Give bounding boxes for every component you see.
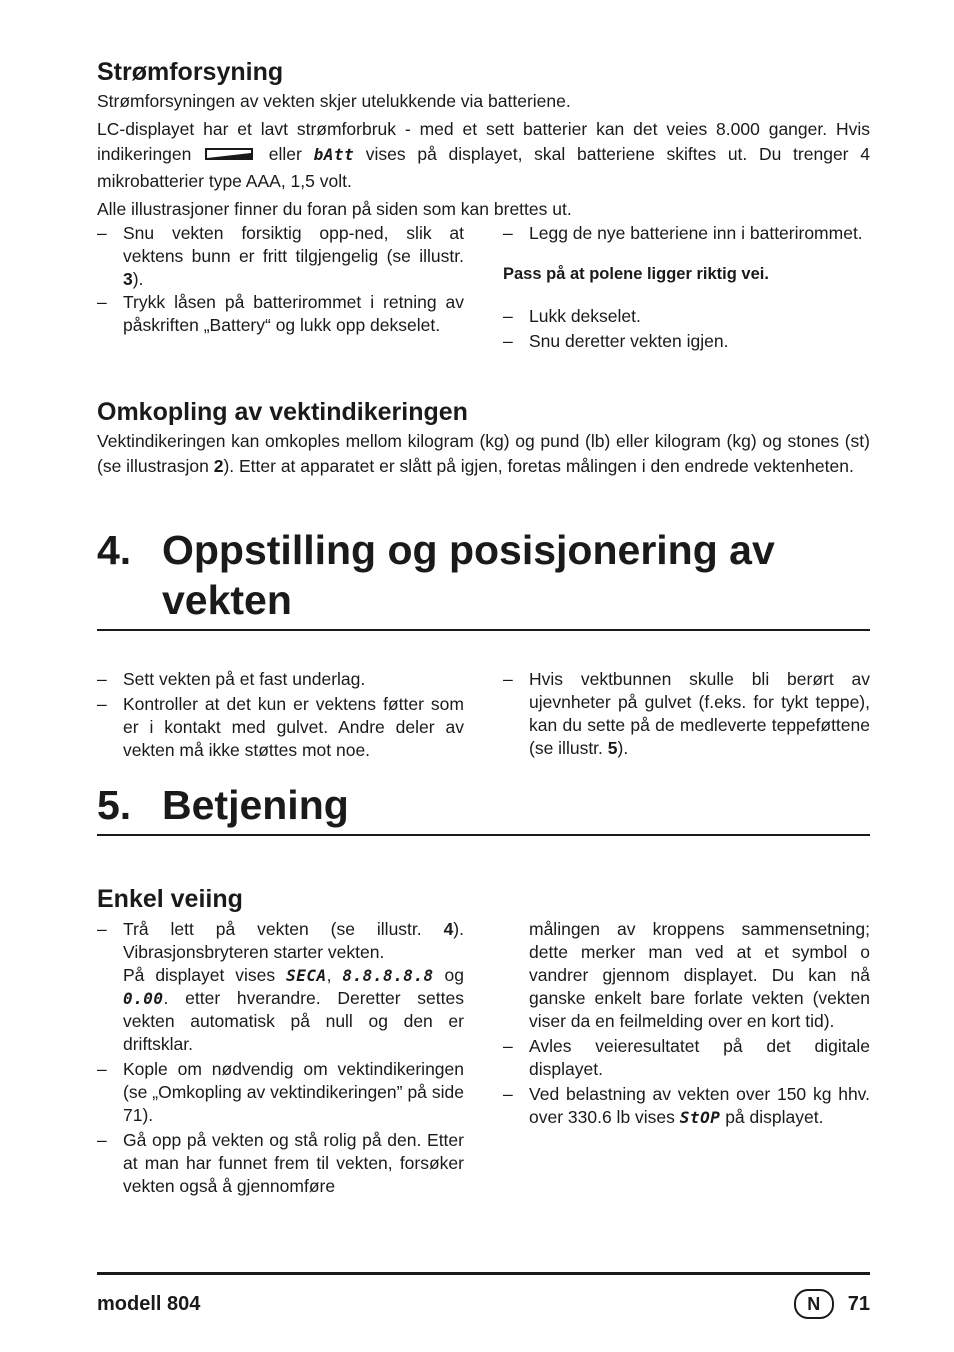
footer-right (794, 1289, 870, 1319)
section-number: 5. (97, 782, 132, 828)
weighing-list-right (503, 1035, 870, 1129)
footer-row (97, 1289, 870, 1319)
illustration-ref: 5 (607, 738, 618, 758)
paragraph-power-1: Strømforsyningen av vekten skjer utelukkende via batteriene. (97, 91, 571, 111)
text-span: Vektindikeringen kan omkoples mellom kilogram (kg) og pund (lb) eller kilogram (kg) og stones (st) (se illustrasjon (97, 431, 870, 476)
page-footer (97, 1272, 870, 1319)
power-supply-body (97, 89, 870, 222)
paragraph-power-3: Alle illustrasjoner finner du foran på siden som kan brettes ut. (97, 199, 572, 219)
setup-steps-right (503, 668, 870, 762)
battery-steps-list-right-a (503, 222, 870, 245)
battery-steps (97, 222, 870, 353)
paragraph-power-2 (97, 117, 870, 194)
section-number: 4. (97, 527, 132, 573)
text-span: ). (132, 269, 144, 289)
list-item: – Snu deretter vekten igjen. (503, 330, 870, 353)
setup-steps (97, 668, 870, 762)
battery-steps-list-right-b (503, 305, 870, 353)
illustration-ref: 4 (443, 919, 454, 939)
lcd-zero-display: 0.00 (123, 989, 164, 1008)
weighing-steps-right (503, 918, 870, 1198)
text-span: på displayet. (725, 1107, 824, 1127)
text-span: Trå lett på vekten (se illustr. (123, 919, 444, 939)
lcd-stop-display: StOP (679, 1108, 721, 1127)
text-span: ). Etter at apparatet er slått på igjen, foretas målingen i den endrede vektenheten. (223, 456, 854, 476)
continued-text: målingen av kroppens sammensetning; dette merker man ved at et symbol o vandrer gjennom displayet. Du kan nå ganske enkelt bare forlate vekten (vekten viser da en feilmelding over en kort tid). (529, 919, 870, 1031)
list-item: – Lukk dekselet. (503, 305, 870, 328)
heading-unit-switch: Omkopling av vektindikeringen (97, 398, 468, 426)
section-4-rule (97, 629, 870, 631)
text-span: LC-displayet har et lavt strømforbruk - med et sett batterier kan det veies 8.000 ganger. Hvis indikeringen (97, 119, 870, 164)
polarity-note: Pass på at polene ligger riktig vei. (503, 265, 769, 283)
lcd-segment-test-display: 8.8.8.8.8 (342, 966, 434, 985)
text-span: Snu vekten forsiktig opp-ned, slik at vektens bunn er fritt tilgjengelig (se illustr. (123, 223, 464, 266)
section-title: Oppstilling og posisjonering av vekten (162, 527, 775, 623)
heading-section-4 (97, 525, 870, 625)
text-span: eller (268, 144, 302, 164)
heading-simple-weighing: Enkel veiing (97, 885, 243, 913)
setup-list-right (503, 668, 870, 760)
setup-steps-left (97, 668, 464, 762)
list-item: – Kople om nødvendig om vektindikeringen (se „Omkopling av vektindikeringen” på side 71). (97, 1058, 464, 1127)
list-item: – Avles veieresultatet på det digitale displayet. (503, 1035, 870, 1081)
page-number: 71 (847, 1292, 870, 1315)
section-title: Betjening (162, 782, 349, 828)
footer-rule (97, 1272, 870, 1275)
list-item (97, 222, 464, 291)
model-label: modell 804 (97, 1292, 201, 1315)
battery-steps-list-left (97, 222, 464, 337)
text-span: På displayet vises (123, 965, 276, 985)
list-item: – Sett vekten på et fast underlag. (97, 668, 464, 691)
list-item (503, 1083, 870, 1129)
list-item: – Legg de nye batteriene inn i batterirommet. (503, 222, 870, 245)
paragraph-unit-switch (97, 429, 870, 479)
illustration-ref: 2 (213, 456, 224, 476)
text-span: vises på displayet, skal batteriene skiftes ut. Du trenger 4 mikrobatterier type AAA, 1,5 volt. (97, 144, 870, 191)
battery-steps-left (97, 222, 464, 353)
lcd-batt-indicator: bAtt (313, 145, 355, 164)
text-span: . etter hverandre. Deretter settes vekten automatisk på null og den er driftsklar. (123, 988, 464, 1054)
section-5-rule (97, 834, 870, 836)
heading-power-supply: Strømforsyning (97, 58, 284, 86)
battery-steps-right (503, 222, 870, 353)
text-span: ). Vibrasjonsbryteren starter vekten. (123, 919, 464, 962)
lcd-seca-display: SECA (286, 966, 327, 985)
weighing-list-left (97, 918, 464, 1198)
battery-low-icon (203, 144, 257, 169)
language-badge: N (794, 1289, 834, 1319)
text-span: Hvis vektbunnen skulle bli berørt av ujevnheter på gulvet (f.eks. for tykt teppe), kan du sette på de medleverte teppeføttene (se illustr. (529, 669, 870, 758)
text-span: og (444, 965, 464, 985)
list-item: – Gå opp på vekten og stå rolig på den. Etter at man har funnet frem til vekten, forsøker vekten også å gjennomføre (97, 1129, 464, 1198)
list-item (97, 291, 464, 337)
text-span: Ved belastning av vekten over 150 kg hhv. over 330.6 lb vises (529, 1084, 870, 1127)
text-span: Trykk låsen på batterirommet i retning av påskriften „Battery“ og lukk opp dekselet. (123, 292, 464, 335)
list-item: – Trå lett på vekten (se illustr. 4). Vibrasjonsbryteren starter vekten. På displayet vises SECA, 8.8.8.8.8 og 0.00. etter hverandre. Deretter settes vekten automatisk på null og den er driftsklar. (97, 918, 464, 1056)
setup-list-left (97, 668, 464, 762)
text-span: ). (617, 738, 629, 758)
weighing-steps (97, 918, 870, 1198)
illustration-ref: 3 (123, 269, 133, 289)
list-item: – Kontroller at det kun er vektens føtter som er i kontakt med gulvet. Andre deler av vekten må ikke støttes mot noe. (97, 693, 464, 762)
weighing-steps-left (97, 918, 464, 1198)
heading-section-5 (97, 780, 870, 830)
list-item (503, 668, 870, 760)
